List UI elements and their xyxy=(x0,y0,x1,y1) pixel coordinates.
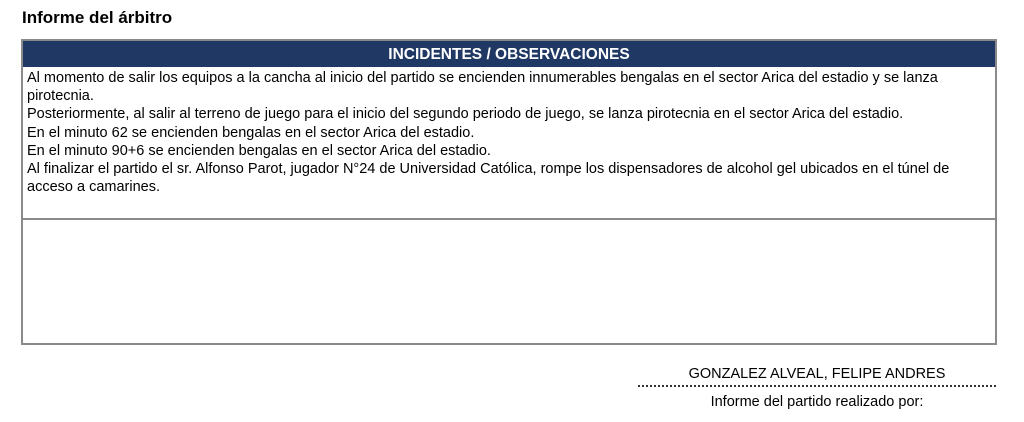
signature-caption: Informe del partido realizado por: xyxy=(710,394,924,410)
incidents-empty-area xyxy=(23,220,995,341)
page-title: Informe del árbitro xyxy=(22,8,173,27)
incidents-panel xyxy=(21,39,997,345)
referee-name: GONZALEZ ALVEAL, FELIPE ANDRES xyxy=(688,366,946,382)
signature-line xyxy=(638,385,996,387)
incident-line: Posteriormente, al salir al terreno de juego para el inicio del segundo periodo de juego, se lanza pirotecnia en el sector Arica del estadio. xyxy=(27,106,904,123)
incident-line: Al momento de salir los equipos a la cancha al inicio del partido se encienden innumerables bengalas en el sector Arica del estadio y se lanza pirotecnia. xyxy=(27,70,938,105)
incident-line: En el minuto 62 se encienden bengalas en el sector Arica del estadio. xyxy=(27,124,475,141)
incidents-header: INCIDENTES / OBSERVACIONES xyxy=(23,41,995,67)
incident-line: Al finalizar el partido el sr. Alfonso Parot, jugador N°24 de Universidad Católica, rompe los dispensadores de alcohol gel ubicados en el túnel de acceso a camarines. xyxy=(27,161,950,196)
incident-line: En el minuto 90+6 se encienden bengalas en el sector Arica del estadio. xyxy=(27,142,491,159)
incidents-text xyxy=(23,67,995,220)
